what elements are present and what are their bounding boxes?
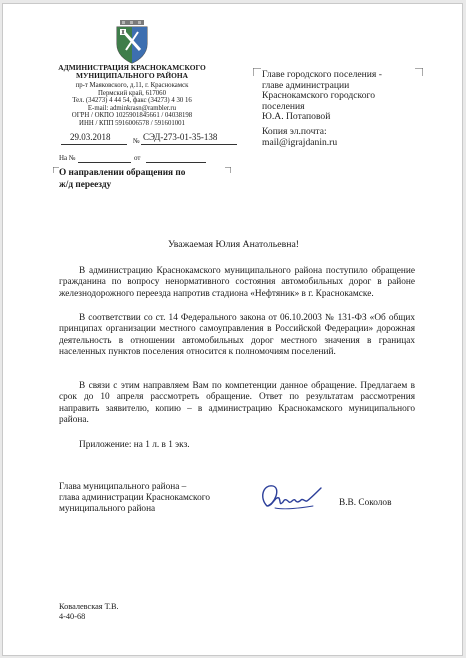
executor-name: Ковалевская Т.В. <box>59 602 119 611</box>
letter-subject <box>59 168 229 191</box>
addressee-line-2: главе администрации <box>262 79 350 91</box>
addressee-name: Ю.А. Потаповой <box>262 111 331 122</box>
organization-name <box>43 64 221 81</box>
signatory-title-line-2: глава администрации Краснокамского <box>59 493 210 503</box>
signatory-name: В.В. Соколов <box>339 498 392 508</box>
org-line-2: МУНИЦИПАЛЬНОГО РАЙОНА <box>76 71 188 81</box>
subject-line-1: О направлении обращения по <box>59 168 186 178</box>
addressee-corner-left <box>253 68 261 76</box>
document-number: СЭД-273-01-35-138 <box>143 132 218 142</box>
reference-date-underline <box>146 162 206 163</box>
date-underline <box>61 144 127 145</box>
inn-line: ИНН / КПП 5916006578 / 591601001 <box>79 119 185 127</box>
addressee-block <box>262 70 437 123</box>
executor-block <box>59 602 119 622</box>
organization-contacts <box>43 82 221 128</box>
ogrn-line: ОГРН / ОКПО 1025901845661 / 04038198 <box>71 112 193 120</box>
copy-block <box>262 127 337 148</box>
coat-of-arms-icon <box>114 20 150 64</box>
subject-line-2: ж/д переезду <box>59 179 112 190</box>
addressee-line-1: Главе городского поселения - <box>262 69 382 80</box>
salutation: Уважаемая Юлия Анатольевна! <box>167 239 300 250</box>
org-line-1: АДМИНИСТРАЦИЯ КРАСНОКАМСКОГО <box>58 63 206 72</box>
email-line: E-mail: adminkrasn@rambler.ru <box>87 104 177 112</box>
reference-label: На № <box>59 154 76 162</box>
phone-line: Тел. (34273) 4 44 54, факс (34273) 4 30 16 <box>72 97 192 105</box>
address-line-1: пр-т Маяковского, д.11, г. Краснокамск <box>75 82 189 89</box>
body-paragraph-1: В администрацию Краснокамского муниципального района поступило обращение гражданина по вопросу ненормативного состояния автомобильных дорог в районе железнодорожного переезда напротив стадиона «Нефтяник» в г. Краснокамске. <box>59 266 415 299</box>
number-underline <box>141 144 237 145</box>
addressee-line-3: Краснокамского городского <box>262 90 376 101</box>
address-line-2: Пермский край, 617060 <box>98 89 166 97</box>
signatory-title-line-3: муниципального района <box>59 504 156 514</box>
number-prefix: № <box>133 137 140 145</box>
document-date: 29.03.2018 <box>70 132 111 142</box>
addressee-line-4: поселения <box>262 100 305 112</box>
body-paragraph-3: В связи с этим направляем Вам по компетенции данное обращение. Предлагаем в срок до 10 апреля рассмотреть обращение. Ответ по результатам рассмотрения направить заявителю, копию – в администрацию Краснокамского муниципального района. <box>59 381 415 426</box>
letter-page <box>2 3 463 656</box>
copy-email: mail@igrajdanin.ru <box>262 136 338 148</box>
reference-from-label: от <box>134 154 141 162</box>
copy-label: Копия эл.почта: <box>262 126 327 137</box>
attachment-note: Приложение: на 1 л. в 1 экз. <box>79 440 190 450</box>
reference-number-underline <box>78 162 131 163</box>
signatory-title-line-1: Глава муниципального района – <box>59 482 187 492</box>
signatory-title <box>59 482 259 515</box>
body-paragraph-2: В соответствии со ст. 14 Федерального закона от 06.10.2003 № 131-ФЗ «Об общих принципах организации местного самоуправления в Российской Федерации» дорожная деятельность в отношении автомобильных дорог местного значения в границах населенных пунктов поселения относится к полномочиям поселений. <box>59 313 415 358</box>
handwritten-signature <box>255 476 335 516</box>
executor-phone: 4-40-68 <box>59 612 86 621</box>
